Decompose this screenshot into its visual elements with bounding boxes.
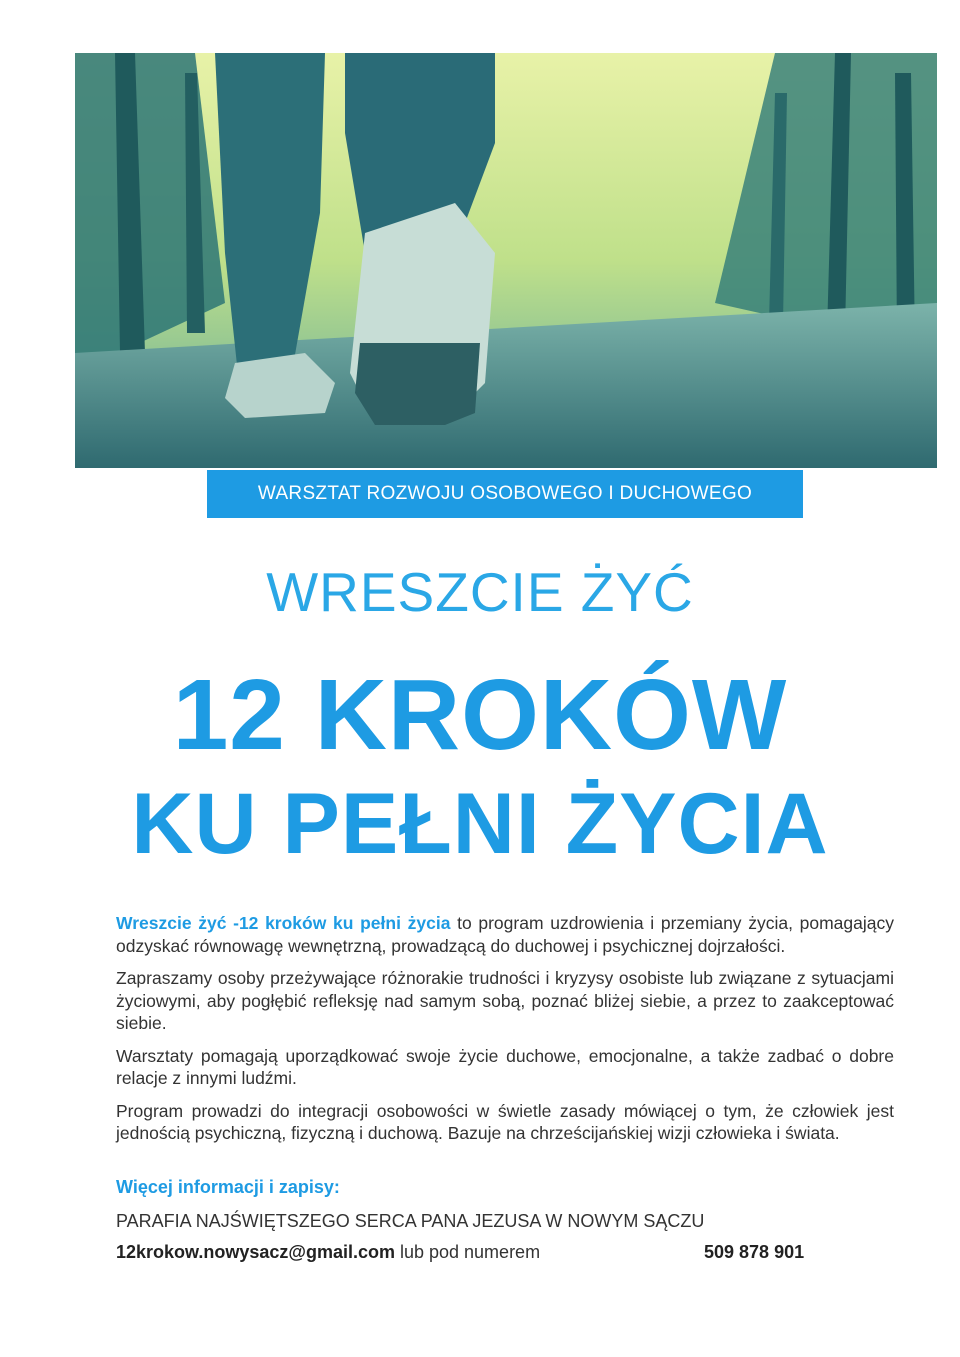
contact-connector: lub pod numerem bbox=[394, 1242, 541, 1262]
email-link[interactable]: 12krokow.nowysacz@gmail.com bbox=[116, 1242, 395, 1262]
contact-line bbox=[116, 1242, 540, 1263]
paragraph-intro-text: to program uzdrowienia i przemiany życia, pomagający odzyskać równowagę wewnętrzną, prowadzącą do duchowej i psychicznej dojrzałości. bbox=[116, 913, 894, 956]
more-info-heading: Więcej informacji i zapisy: bbox=[116, 1177, 340, 1197]
program-name: Wreszcie żyć -12 kroków ku pełni życia bbox=[116, 913, 451, 933]
paragraph-intro bbox=[116, 912, 894, 957]
paragraph-workshops: Warsztaty pomagają uporządkować swoje życie duchowe, emocjonalne, a także zadbać o dobre relacje z innymi ludźmi. bbox=[116, 1045, 894, 1088]
page-title-line1: 12 KROKÓW bbox=[172, 659, 788, 771]
description bbox=[116, 912, 894, 1155]
parish-name: PARAFIA NAJŚWIĘTSZEGO SERCA PANA JEZUSA W NOWYM SĄCZU bbox=[116, 1211, 705, 1231]
subtitle: WRESZCIE ŻYĆ bbox=[266, 561, 694, 623]
paragraph-invitation: Zapraszamy osoby przeżywające różnorakie trudności i kryzysy osobiste lub związane z sytuacjami życiowymi, aby pogłębić refleksję nad samym sobą, poznać bliżej siebie, a przez to zaakceptować siebie. bbox=[116, 968, 894, 1033]
paragraph-program: Program prowadzi do integracji osobowości w świetle zasady mówiącej o tym, że człowiek jest jednością psychiczną, fizyczną i duchową. Bazuje na chrześcijańskiej wizji człowieka i świata. bbox=[116, 1100, 894, 1143]
workshop-banner bbox=[207, 470, 803, 518]
workshop-banner-text: WARSZTAT ROZWOJU OSOBOWEGO I DUCHOWEGO bbox=[257, 483, 753, 504]
page-title-line2: KU PEŁNI ŻYCIA bbox=[131, 776, 829, 872]
hero-photo-walking-feet bbox=[75, 53, 937, 468]
phone-number[interactable]: 509 878 901 bbox=[704, 1242, 805, 1262]
